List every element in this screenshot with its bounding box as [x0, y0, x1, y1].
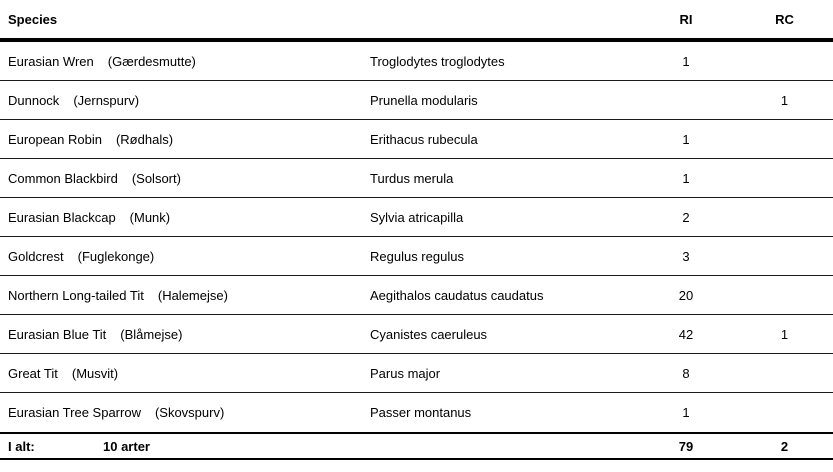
table-row [0, 354, 833, 393]
totals-ri-value: 79 [678, 438, 694, 454]
danish-name: (Rødhals) [115, 131, 174, 147]
species-name-cell [0, 210, 370, 225]
ri-value: 1 [682, 405, 690, 420]
column-header-ri: RI [679, 11, 693, 27]
danish-name: (Skovspurv) [154, 405, 225, 420]
common-name: Goldcrest [8, 248, 64, 264]
ri-value: 42 [678, 326, 694, 342]
table-row [0, 42, 833, 81]
table-row [0, 159, 833, 198]
ri-value: 3 [682, 248, 690, 264]
totals-label-cell [0, 439, 370, 454]
table-row [0, 81, 833, 120]
scientific-name: Parus major [370, 365, 441, 381]
common-name: Eurasian Blue Tit [8, 326, 107, 342]
ri-value: 1 [682, 53, 690, 69]
common-name: European Robin [8, 131, 102, 147]
ri-value: 2 [682, 209, 690, 225]
common-name: Northern Long-tailed Tit [8, 287, 144, 303]
species-name-cell [0, 132, 370, 147]
ri-value: 20 [678, 287, 694, 303]
table-header-row [0, 0, 833, 42]
table-row [0, 237, 833, 276]
species-name-cell [0, 249, 370, 264]
common-name: Common Blackbird [8, 170, 118, 186]
table-row [0, 315, 833, 354]
table-row [0, 198, 833, 237]
table-row [0, 120, 833, 159]
common-name: Eurasian Wren [8, 53, 94, 69]
danish-name: (Munk) [129, 209, 171, 225]
species-name-cell [0, 93, 370, 108]
species-name-cell [0, 171, 370, 186]
danish-name: (Solsort) [131, 170, 181, 186]
ri-value: 1 [682, 170, 690, 186]
scientific-name: Prunella modularis [370, 92, 478, 108]
species-name-cell [0, 288, 370, 303]
totals-label: I alt: [8, 438, 35, 454]
rc-value: 1 [780, 92, 789, 108]
scientific-name: Cyanistes caeruleus [370, 326, 488, 342]
column-header-rc: RC [775, 11, 794, 27]
scientific-name: Troglodytes troglodytes [370, 53, 505, 69]
species-name-cell [0, 327, 370, 342]
scientific-name: Regulus regulus [370, 248, 464, 264]
scientific-name: Erithacus rubecula [370, 131, 478, 147]
scientific-name: Turdus merula [370, 170, 454, 186]
species-name-cell [0, 54, 370, 69]
danish-name: (Gærdesmutte) [107, 53, 196, 69]
species-name-cell [0, 405, 370, 420]
common-name: Eurasian Tree Sparrow [8, 405, 141, 420]
species-name-cell [0, 366, 370, 381]
scientific-name: Passer montanus [370, 405, 472, 420]
danish-name: (Musvit) [71, 365, 119, 381]
table-row [0, 393, 833, 432]
totals-row [0, 432, 833, 460]
table-row [0, 276, 833, 315]
common-name: Dunnock [8, 92, 60, 108]
danish-name: (Jernspurv) [73, 92, 140, 108]
danish-name: (Blåmejse) [120, 326, 183, 342]
danish-name: (Fuglekonge) [77, 248, 155, 264]
scientific-name: Sylvia atricapilla [370, 209, 464, 225]
ri-value: 1 [682, 131, 690, 147]
column-header-species: Species [8, 11, 58, 27]
rc-value: 1 [780, 326, 789, 342]
common-name: Eurasian Blackcap [8, 209, 116, 225]
scientific-name: Aegithalos caudatus caudatus [370, 287, 544, 303]
common-name: Great Tit [8, 365, 58, 381]
ri-value: 8 [682, 365, 690, 381]
danish-name: (Halemejse) [157, 287, 228, 303]
totals-species-count: 10 arter [103, 438, 150, 454]
totals-rc-value: 2 [780, 438, 789, 454]
